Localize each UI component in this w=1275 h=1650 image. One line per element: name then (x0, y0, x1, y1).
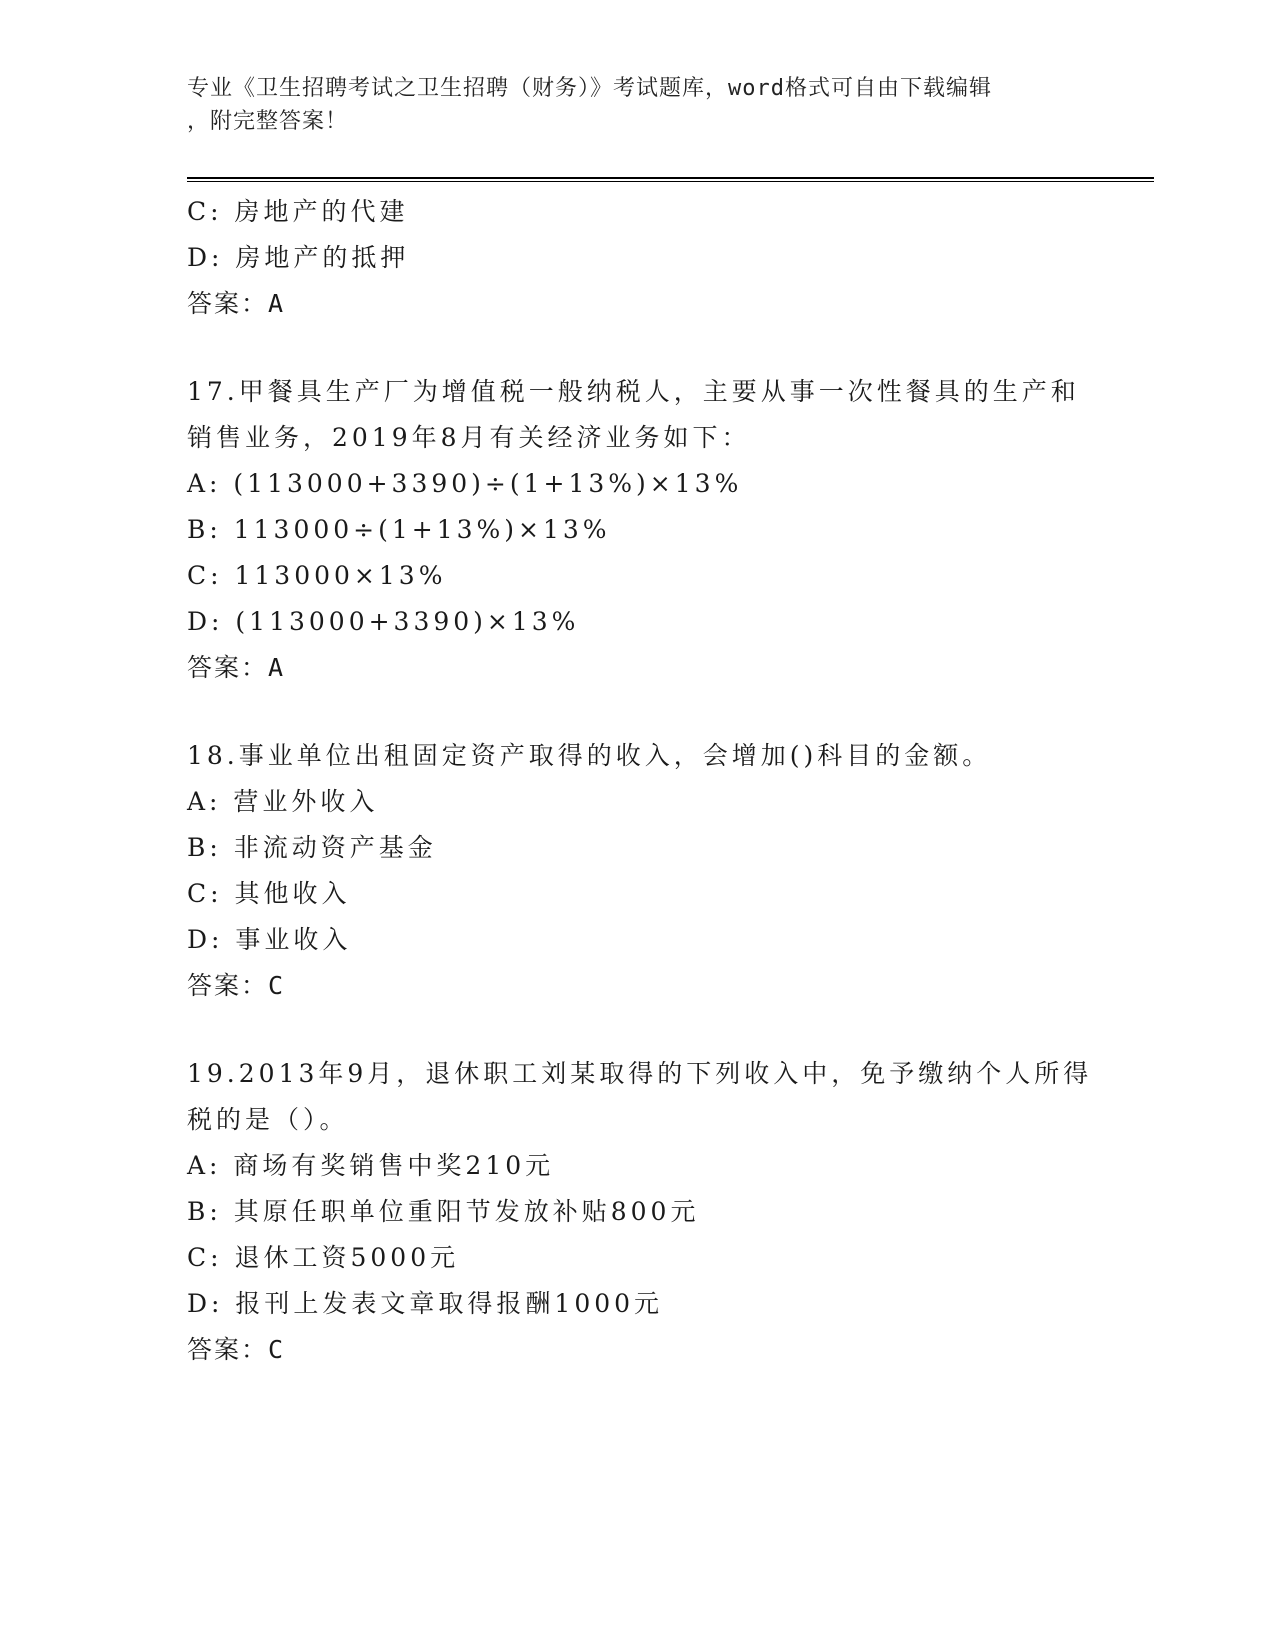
option-d: D: 报刊上发表文章取得报酬1000元 (187, 1289, 664, 1318)
question-gap (187, 691, 1087, 733)
question-list (187, 189, 1093, 1373)
option-a: A: 营业外收入 (187, 787, 379, 816)
option-c: C: 113000×13% (187, 561, 447, 590)
header-line-1: 专业《卫生招聘考试之卫生招聘（财务）》考试题库，word格式可自由下载编辑 (187, 76, 992, 101)
question-19 (187, 1051, 1093, 1373)
option-c: C: 退休工资5000元 (187, 1243, 460, 1272)
option-d: D: (113000+3390)×13% (187, 607, 580, 636)
question-stem: 17.甲餐具生产厂为增值税一般纳税人，主要从事一次性餐具的生产和 (187, 377, 1080, 406)
answer-line: 答案：A (187, 653, 286, 682)
question-17 (187, 369, 1087, 691)
option-a: A: (113000+3390)÷(1+13%)×13% (187, 469, 743, 498)
question-stem: 销售业务，2019年8月有关经济业务如下： (187, 423, 751, 452)
answer-line: 答案：C (187, 1335, 286, 1364)
option-d: D: 事业收入 (187, 925, 352, 954)
question-18 (187, 733, 1087, 1009)
option-c: C: 其他收入 (187, 879, 351, 908)
prev-question-tail (187, 189, 1087, 327)
header-divider-thick (187, 177, 1154, 179)
question-gap (187, 1009, 1087, 1051)
option-a: A: 商场有奖销售中奖210元 (187, 1151, 555, 1180)
question-stem: 18.事业单位出租固定资产取得的收入，会增加()科目的金额。 (187, 741, 992, 770)
option-c: C: 房地产的代建 (187, 197, 409, 226)
question-stem: 19.2013年9月，退休职工刘某取得的下列收入中，免予缴纳个人所得 (187, 1059, 1093, 1088)
option-b: B: 113000÷(1+13%)×13% (187, 515, 611, 544)
question-gap (187, 327, 1087, 369)
answer-line: 答案：C (187, 971, 286, 1000)
option-b: B: 其原任职单位重阳节发放补贴800元 (187, 1197, 700, 1226)
header-line-2: ，附完整答案！ (187, 109, 349, 134)
question-stem: 税的是（）。 (187, 1105, 349, 1134)
option-d: D: 房地产的抵押 (187, 243, 410, 272)
document-header (187, 72, 1087, 138)
header-divider-thin (187, 181, 1154, 182)
answer-line: 答案：A (187, 289, 286, 318)
option-b: B: 非流动资产基金 (187, 833, 437, 862)
